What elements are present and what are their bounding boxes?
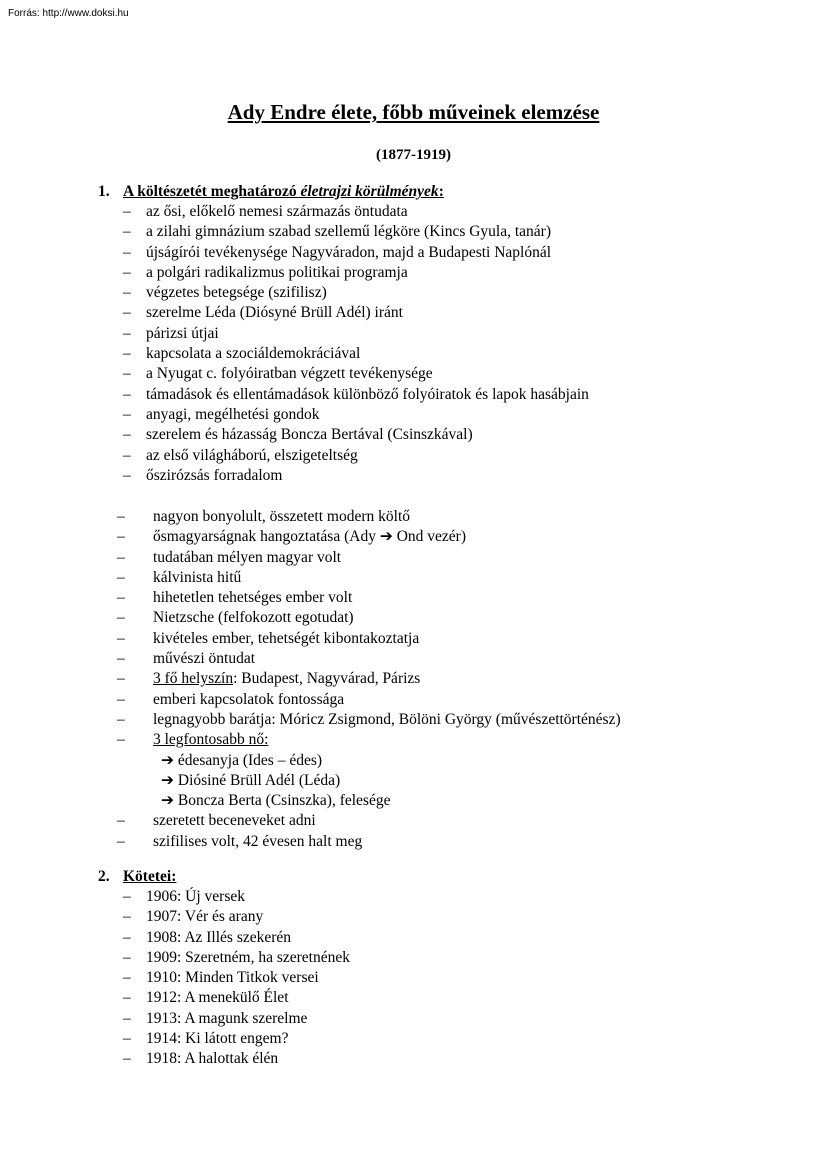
list-item: – támadások és ellentámadások különböző folyóiratok és lapok hasábjain: [123, 385, 589, 403]
sub-list-item: ➔ Boncza Berta (Csinszka), felesége: [161, 792, 391, 810]
traits-list: [117, 507, 621, 852]
list-item: – 3 legfontosabb nő:: [117, 731, 269, 749]
arrow-icon: ➔: [161, 792, 174, 810]
list-item: – szeretett beceneveket adni: [117, 812, 316, 830]
list-item: – szerelme Léda (Diósyné Brüll Adél) iránt: [123, 304, 403, 322]
list-item: – 1914: Ki látott engem?: [123, 1030, 289, 1048]
list-item: – szifilises volt, 42 évesen halt meg: [117, 832, 363, 850]
list-item: – ősmagyarságnak hangoztatása (Ady ➔ Ond vezér): [117, 528, 466, 546]
list-item: – emberi kapcsolatok fontossága: [117, 690, 345, 708]
list-item: – anyagi, megélhetési gondok: [123, 405, 320, 423]
list-item: – kálvinista hitű: [117, 568, 242, 586]
list-item: – 1912: A menekülő Élet: [123, 989, 289, 1007]
arrow-icon: ➔: [379, 528, 393, 546]
life-years: (1877-1919): [376, 147, 451, 163]
list-item: – 1909: Szeretném, ha szeretnének: [123, 948, 350, 966]
section-1-heading: 1. A költészetét meghatározó életrajzi körülmények:: [98, 183, 444, 200]
section-2-number: 2.: [98, 868, 110, 885]
sub-list-item: ➔ Diósiné Brüll Adél (Léda): [161, 771, 341, 789]
list-item: – a polgári radikalizmus politikai programja: [123, 263, 408, 281]
life-circumstances-list: [123, 202, 589, 486]
list-item: – végzetes betegsége (szifilisz): [123, 284, 327, 302]
list-item: – legnagyobb barátja: Móricz Zsigmond, Bölöni György (művészettörténész): [117, 710, 621, 728]
list-item: – 1913: A magunk szerelme: [123, 1009, 308, 1027]
list-item: – 1907: Vér és arany: [123, 908, 264, 926]
list-item: – Nietzsche (felfokozott egotudat): [117, 609, 354, 627]
list-item: – hihetetlen tehetséges ember volt: [117, 589, 353, 607]
list-item: – az első világháború, elszigeteltség: [123, 446, 358, 464]
list-item: – őszirózsás forradalom: [123, 466, 283, 484]
list-item: – újságírói tevékenysége Nagyváradon, majd a Budapesti Naplónál: [123, 243, 552, 261]
list-item: – művészi öntudat: [117, 650, 256, 668]
list-item: – 3 fő helyszín: Budapest, Nagyvárad, Párizs: [117, 670, 421, 688]
list-item: – kapcsolata a szociáldemokráciával: [123, 345, 361, 363]
section-1-label: A költészetét meghatározó: [123, 183, 301, 200]
section-1-number: 1.: [98, 183, 110, 200]
list-item: – a Nyugat c. folyóiratban végzett tevékenysége: [123, 365, 433, 383]
list-item: – 1908: Az Illés szekerén: [123, 928, 292, 946]
arrow-icon: ➔: [161, 751, 174, 769]
list-item: – 1906: Új versek: [123, 888, 246, 905]
list-item: – az ősi, előkelő nemesi származás öntudata: [123, 203, 408, 220]
list-item: – párizsi útjai: [123, 324, 219, 342]
volumes-list: [123, 887, 350, 1070]
list-item: – 1918: A halottak élén: [123, 1050, 279, 1068]
sub-list-item: ➔ édesanyja (Ides – édes): [161, 751, 323, 769]
list-item: – a zilahi gimnázium szabad szellemű légköre (Kincs Gyula, tanár): [123, 223, 551, 241]
list-item: – nagyon bonyolult, összetett modern költő: [117, 508, 411, 525]
section-2-label: Kötetei:: [123, 868, 177, 885]
list-item: – kivételes ember, tehetségét kibontakoztatja: [117, 629, 420, 647]
section-2-heading: [98, 867, 176, 887]
document-title: Ady Endre élete, főbb műveinek elemzése: [227, 100, 600, 124]
list-item: – 1910: Minden Titkok versei: [123, 969, 319, 987]
list-item: – tudatában mélyen magyar volt: [117, 548, 342, 566]
list-item: – szerelem és házasság Boncza Bertával (Csinszkával): [123, 426, 473, 444]
section-1-label-italic: életrajzi körülmények: [300, 183, 439, 200]
arrow-icon: ➔: [161, 771, 174, 789]
source-label: Forrás: http://www.doksi.hu: [8, 8, 129, 19]
